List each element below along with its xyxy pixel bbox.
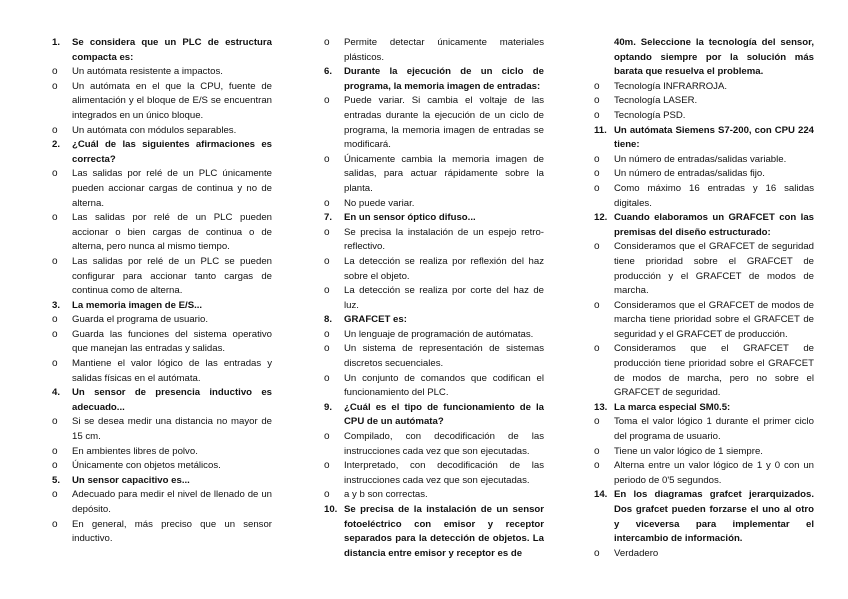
question: [52, 138, 272, 167]
option-bullet-icon: o: [594, 168, 600, 180]
question-number: 6.: [324, 66, 333, 78]
answer-option: [52, 211, 272, 255]
option-bullet-icon: o: [52, 66, 58, 78]
option-bullet-icon: o: [594, 109, 600, 121]
question: [324, 313, 544, 328]
answer-option: [324, 255, 544, 284]
column-1: [52, 36, 272, 547]
option-text: Mantiene el valor lógico de las entradas y salidas físicas en el autómata.: [72, 358, 272, 384]
option-text: Permite detectar únicamente materiales plásticos.: [344, 37, 544, 63]
question-continuation: 40m. Seleccione la tecnología del sensor, optando siempre por la solución más barata que resuelva el problema.: [614, 37, 814, 78]
answer-option: [324, 94, 544, 152]
option-text: Tiene un valor lógico de 1 siempre.: [614, 445, 763, 457]
option-text: Un lenguaje de programación de autómatas.: [344, 328, 534, 340]
option-bullet-icon: o: [324, 37, 330, 48]
option-text: Un número de entradas/salidas variable.: [614, 153, 787, 165]
option-bullet-icon: o: [52, 80, 58, 92]
answer-option: [324, 284, 544, 313]
option-bullet-icon: o: [52, 416, 58, 428]
answer-option: [594, 547, 814, 562]
question-number: 1.: [52, 37, 61, 48]
answer-option: [324, 36, 544, 65]
option-text: Puede variar. Si cambia el voltaje de las entradas durante la ejecución de un ciclo de programa, la memoria imagen de entradas se modificará.: [344, 95, 544, 151]
question-number: 2.: [52, 139, 61, 151]
option-bullet-icon: o: [594, 95, 600, 107]
question-text: Se precisa de la instalación de un sensor fotoeléctrico con emisor y receptor separados para la detección de objetos. La distancia entre emisor y receptor es de: [344, 504, 544, 559]
option-bullet-icon: o: [52, 358, 58, 370]
option-bullet-icon: o: [594, 343, 600, 355]
answer-option: [52, 415, 272, 444]
option-bullet-icon: o: [324, 226, 330, 238]
answer-option: [594, 415, 814, 444]
option-bullet-icon: o: [52, 445, 58, 457]
question-text: Un autómata Siemens S7-200, con CPU 224 tiene:: [614, 124, 814, 151]
answer-option: [52, 518, 272, 547]
option-text: Compilado, con decodificación de las instrucciones cada vez que son ejecutadas.: [344, 431, 544, 457]
option-bullet-icon: o: [52, 489, 58, 501]
option-bullet-icon: o: [52, 314, 58, 326]
question: [52, 474, 272, 489]
option-bullet-icon: o: [324, 285, 330, 297]
option-text: Las salidas por relé de un PLC se pueden configurar para accionar tanto cargas de continua como de alterna.: [72, 255, 272, 297]
question-text: La marca especial SM0.5:: [614, 401, 731, 413]
option-text: Las salidas por relé de un PLC únicamente pueden accionar cargas de continua y no de alterna.: [72, 168, 272, 209]
option-text: Verdadero: [614, 547, 659, 559]
option-bullet-icon: o: [324, 431, 330, 443]
question-text: Un sensor capacitivo es...: [72, 474, 190, 486]
question: [324, 211, 544, 226]
question-text: La memoria imagen de E/S...: [72, 299, 203, 311]
question-text: Durante la ejecución de un ciclo de programa, la memoria imagen de entradas:: [344, 66, 544, 92]
question-number: 12.: [594, 212, 608, 224]
question-number: 13.: [594, 401, 608, 413]
option-bullet-icon: o: [52, 168, 58, 180]
option-text: Las salidas por relé de un PLC pueden accionar o bien cargas de continua o de alterna, pero nunca al mismo tiempo.: [72, 212, 272, 253]
option-bullet-icon: o: [594, 445, 600, 457]
answer-option: [324, 153, 544, 197]
answer-option: [52, 328, 272, 357]
question: [324, 65, 544, 94]
option-bullet-icon: o: [324, 460, 330, 472]
question-text: Un sensor de presencia inductivo es adecuado...: [72, 387, 272, 413]
option-text: Guarda el programa de usuario.: [72, 314, 208, 326]
answer-option: [52, 167, 272, 211]
option-bullet-icon: o: [52, 460, 58, 472]
option-bullet-icon: o: [52, 124, 58, 136]
answer-option: [324, 459, 544, 488]
option-text: Un conjunto de comandos que codifican el funcionamiento del PLC.: [344, 372, 544, 399]
question-number: 14.: [594, 489, 608, 501]
question-number: 3.: [52, 299, 61, 311]
answer-option: [52, 255, 272, 299]
option-bullet-icon: o: [324, 255, 330, 267]
answer-option: [594, 80, 814, 95]
option-text: Únicamente con objetos metálicos.: [72, 460, 221, 472]
question: [594, 488, 814, 546]
option-bullet-icon: o: [594, 153, 600, 165]
question-number: 11.: [594, 124, 607, 136]
question-text: Cuando elaboramos un GRAFCET con las premisas del diseño estructurado:: [614, 212, 814, 238]
question-number: 7.: [324, 212, 333, 224]
option-text: Interpretado, con decodificación de las instrucciones cada vez que son ejecutadas.: [344, 460, 544, 486]
option-text: Un autómata en el que la CPU, fuente de alimentación y el bloque de E/S se encuentran integrados en un único bloque.: [72, 80, 272, 121]
option-bullet-icon: o: [324, 197, 330, 209]
option-text: Un autómata resistente a impactos.: [72, 66, 223, 78]
question: [324, 503, 544, 561]
question-text: Se considera que un PLC de estructura compacta es:: [72, 37, 272, 63]
option-text: Consideramos que el GRAFCET de producción tiene prioridad sobre el GRAFCET de modos de marcha, pero no sobre el GRAFCET de seguridad.: [614, 343, 814, 399]
option-bullet-icon: o: [594, 416, 600, 428]
question-text: En un sensor óptico difuso...: [344, 212, 476, 224]
option-text: Tecnología LASER.: [614, 95, 698, 107]
option-bullet-icon: o: [594, 547, 600, 559]
question-text: ¿Cuál es el tipo de funcionamiento de la CPU de un autómata?: [344, 401, 544, 428]
answer-option: [52, 80, 272, 124]
answer-option: [52, 124, 272, 139]
answer-option: [594, 445, 814, 460]
option-text: Consideramos que el GRAFCET de seguridad tiene prioridad sobre el GRAFCET de producción y el GRAFCET de modos de marcha.: [614, 241, 814, 297]
column-2: [324, 36, 544, 561]
option-bullet-icon: o: [594, 80, 600, 92]
option-text: Un número de entradas/salidas fijo.: [614, 168, 765, 180]
option-text: Alterna entre un valor lógico de 1 y 0 con un periodo de 0'5 segundos.: [614, 460, 814, 486]
option-bullet-icon: o: [324, 372, 330, 384]
question-number: 9.: [324, 401, 333, 413]
question-text: GRAFCET es:: [344, 314, 407, 326]
option-bullet-icon: o: [52, 518, 58, 530]
option-bullet-icon: o: [324, 343, 330, 355]
option-bullet-icon: o: [52, 255, 58, 267]
answer-option: [52, 445, 272, 460]
option-text: a y b son correctas.: [344, 489, 428, 501]
answer-option: [324, 372, 544, 401]
answer-option: [594, 94, 814, 109]
answer-option: [52, 313, 272, 328]
option-bullet-icon: o: [594, 460, 600, 472]
answer-option: [594, 167, 814, 182]
answer-option: [324, 488, 544, 503]
option-bullet-icon: o: [52, 328, 58, 340]
option-text: Adecuado para medir el nivel de llenado de un depósito.: [72, 489, 272, 515]
answer-option: [594, 240, 814, 298]
column-3: [594, 36, 814, 561]
question-number: 4.: [52, 387, 61, 399]
option-bullet-icon: o: [594, 299, 600, 311]
answer-option: [324, 197, 544, 212]
option-text: Tecnología INFRARROJA.: [614, 80, 728, 92]
question-number: 5.: [52, 474, 61, 486]
option-text: Únicamente cambia la memoria imagen de salidas, para actuar rápidamente sobre la planta.: [344, 153, 544, 194]
option-bullet-icon: o: [324, 328, 330, 340]
option-text: Se precisa la instalación de un espejo retro-reflectivo.: [344, 226, 544, 253]
question-number: 8.: [324, 314, 333, 326]
option-bullet-icon: o: [594, 182, 600, 194]
answer-option: [324, 328, 544, 343]
answer-option: [594, 459, 814, 488]
answer-option: [594, 109, 814, 124]
question: [594, 124, 814, 153]
option-text: Un autómata con módulos separables.: [72, 124, 237, 136]
answer-option: [52, 65, 272, 80]
question: [594, 211, 814, 240]
answer-option: [52, 357, 272, 386]
answer-option: [324, 430, 544, 459]
answer-option: [52, 488, 272, 517]
option-bullet-icon: o: [52, 212, 58, 224]
answer-option: [324, 342, 544, 371]
answer-option: [594, 342, 814, 400]
answer-option: [324, 226, 544, 255]
option-bullet-icon: o: [594, 241, 600, 253]
answer-option: [594, 153, 814, 168]
question-text: En los diagramas grafcet jerarquizados. Dos grafcet pueden forzarse el uno al otro y viceversa para implementar el intercambio de información.: [614, 489, 814, 545]
option-text: No puede variar.: [344, 197, 415, 209]
answer-option: [594, 299, 814, 343]
option-text: En ambientes libres de polvo.: [72, 445, 198, 457]
option-text: Toma el valor lógico 1 durante el primer ciclo del programa de usuario.: [614, 416, 814, 443]
option-text: Guarda las funciones del sistema operativo que manejan las entradas y salidas.: [72, 328, 272, 355]
option-text: Un sistema de representación de sistemas discretos secuenciales.: [344, 343, 544, 370]
question: [324, 401, 544, 430]
option-text: Consideramos que el GRAFCET de modos de marcha tiene prioridad sobre el GRAFCET de seguridad y el GRAFCET de producción.: [614, 299, 814, 340]
question-number: 10.: [324, 504, 338, 515]
option-bullet-icon: o: [324, 95, 330, 107]
question: [52, 36, 272, 65]
question: [52, 299, 272, 314]
option-bullet-icon: o: [324, 153, 330, 165]
question: [594, 401, 814, 416]
option-text: La detección se realiza por corte del haz de luz.: [344, 285, 544, 311]
option-text: Como máximo 16 entradas y 16 salidas digitales.: [614, 182, 814, 209]
option-bullet-icon: o: [324, 489, 330, 501]
answer-option: [52, 459, 272, 474]
question: [52, 386, 272, 415]
option-text: La detección se realiza por reflexión del haz sobre el objeto.: [344, 255, 544, 282]
question-text: ¿Cuál de las siguientes afirmaciones es correcta?: [72, 139, 272, 165]
option-text: En general, más preciso que un sensor inductivo.: [72, 518, 272, 545]
option-text: Tecnología PSD.: [614, 109, 686, 121]
option-text: Si se desea medir una distancia no mayor de 15 cm.: [72, 416, 272, 443]
answer-option: [594, 182, 814, 211]
